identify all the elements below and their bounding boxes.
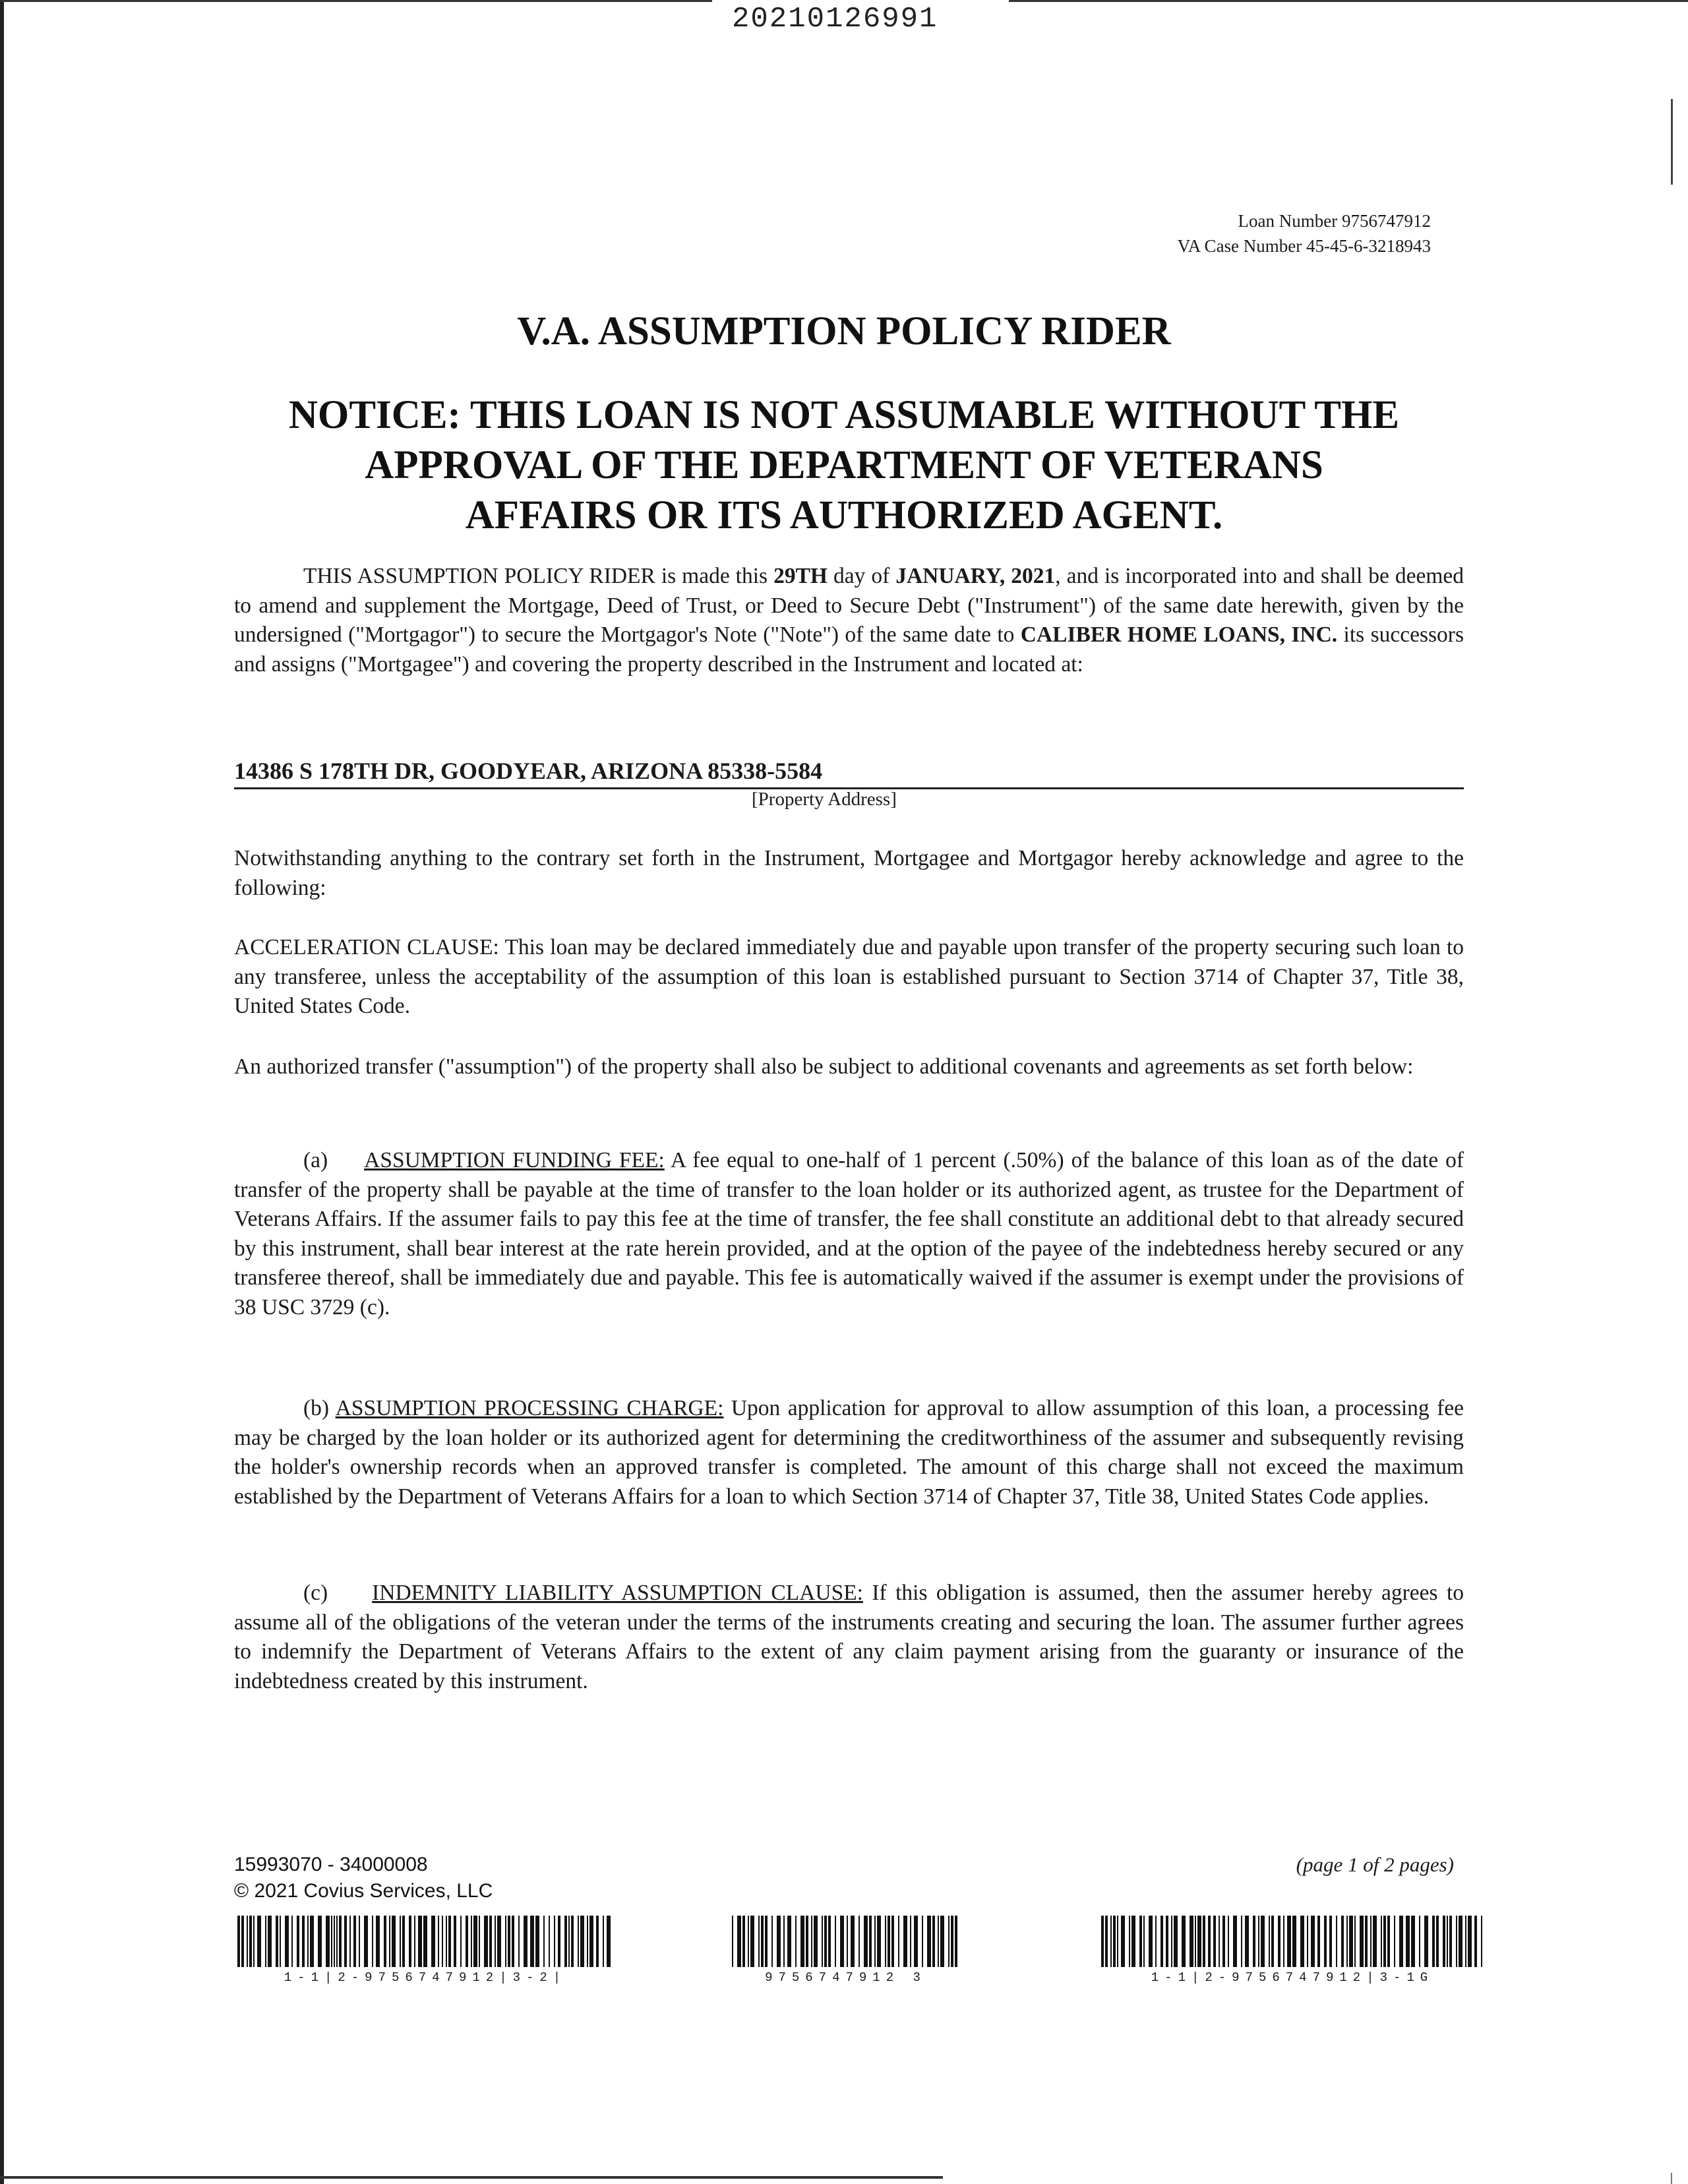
barcode-bar <box>795 1916 797 1967</box>
barcode-bar <box>359 1916 360 1967</box>
clause-c-text: If this obligation is assumed, then the assumer hereby agrees to assume all of the obligations of the veteran under the terms of the instruments creating and securing the loan. The assumer further agrees to indemnify the Department of Veterans Affairs to the extent of any claim payment arising from the guaranty or insurance of the indebtedness created by this instrument. <box>234 1581 1464 1693</box>
barcode-bar <box>1213 1916 1216 1967</box>
barcode-bar <box>596 1916 599 1967</box>
barcode-bar <box>1208 1916 1211 1967</box>
barcode-bar <box>864 1916 868 1967</box>
barcode-bar <box>431 1916 435 1967</box>
barcode-bar <box>518 1916 520 1967</box>
barcode-bar <box>1317 1916 1320 1967</box>
barcode-bar <box>1139 1916 1142 1967</box>
barcode-bar <box>587 1916 588 1967</box>
loan-info <box>1178 208 1431 258</box>
barcode-bar <box>1101 1916 1104 1967</box>
barcode-bar <box>326 1916 330 1967</box>
barcode-bar <box>1354 1916 1356 1967</box>
barcode-bar <box>927 1916 931 1967</box>
barcode-bar <box>530 1916 534 1967</box>
barcode-bar <box>932 1916 935 1967</box>
barcode-bar <box>765 1916 768 1967</box>
barcode-bar <box>1436 1916 1439 1967</box>
form-identifier <box>234 1852 493 1904</box>
barcode-bar <box>903 1916 907 1967</box>
barcode-bar <box>1411 1916 1415 1967</box>
barcode-bar <box>1219 1916 1220 1967</box>
barcode-bar <box>484 1916 488 1967</box>
barcode-bar <box>512 1916 514 1967</box>
document-title: V.A. ASSUMPTION POLICY RIDER <box>517 309 1171 353</box>
barcode-bar <box>940 1916 944 1967</box>
barcode-bar <box>859 1916 860 1967</box>
barcode-bar <box>910 1916 911 1967</box>
barcode-bar <box>1419 1916 1420 1967</box>
barcode-bar <box>1365 1916 1368 1967</box>
barcode-2-bars <box>732 1916 959 1967</box>
barcode-bar <box>339 1916 342 1967</box>
barcode-bar <box>384 1916 386 1967</box>
barcode-bar <box>1253 1916 1255 1967</box>
barcode-bar <box>851 1916 855 1967</box>
barcode-bar <box>783 1916 785 1967</box>
top-rule-left <box>0 0 712 2</box>
barcode-bar <box>603 1916 604 1967</box>
clause-a-marker: (a) <box>303 1148 328 1172</box>
barcode-bar <box>1174 1916 1178 1967</box>
barcode-bar <box>1394 1916 1395 1967</box>
barcode-bar <box>1171 1916 1172 1967</box>
barcode-bar <box>1129 1916 1130 1967</box>
barcode-bar <box>1292 1916 1296 1967</box>
notice-heading <box>132 390 1556 541</box>
intro-part-4: its successors and assigns ("Mortgagee") and covering the property described in the Instrument and located at: <box>234 622 1464 677</box>
barcode-bar <box>423 1916 427 1967</box>
barcode-bar <box>257 1916 261 1967</box>
barcode-bar <box>268 1916 272 1967</box>
barcode-bar <box>442 1916 443 1967</box>
barcode-bar <box>1447 1916 1448 1967</box>
barcode-bar <box>466 1916 468 1967</box>
barcode-bar <box>607 1916 611 1967</box>
barcode-bar <box>1443 1916 1445 1967</box>
barcode-bar <box>334 1916 335 1967</box>
barcode-bar <box>1117 1916 1118 1967</box>
clause-b-heading: ASSUMPTION PROCESSING CHARGE: <box>335 1396 724 1420</box>
barcode-bar <box>891 1916 894 1967</box>
barcode-bar <box>524 1916 528 1967</box>
barcode-bar <box>1381 1916 1382 1967</box>
barcode-bar <box>1329 1916 1332 1967</box>
barcode-bar <box>265 1916 266 1967</box>
scan-edge-left <box>0 0 4 2184</box>
clause-c-heading: INDEMNITY LIABILITY ASSUMPTION CLAUSE: <box>372 1581 863 1605</box>
clause-c <box>234 1579 1464 1696</box>
barcode-bar <box>253 1916 255 1967</box>
barcode-bar <box>505 1916 506 1967</box>
barcode-bar <box>822 1916 823 1967</box>
barcode-3-text: 1-1|2-9756747912|3-1G <box>1151 1970 1434 1985</box>
barcode-bar <box>869 1916 872 1967</box>
barcode-bar <box>938 1916 939 1967</box>
barcode-bar <box>750 1916 754 1967</box>
recording-number: 20210126991 <box>732 3 938 36</box>
barcode-bar <box>1456 1916 1457 1967</box>
barcode-bar <box>302 1916 305 1967</box>
barcode-bar <box>1465 1916 1466 1967</box>
barcode-bar <box>402 1916 405 1967</box>
clause-a-text: A fee equal to one-half of 1 percent (.50%) of the balance of this loan as of the date of transfer of the property shall be payable at the time of transfer to the loan holder or its authorized agent, as trustee for the Department of Veterans Affairs. If the assumer fails to pay this fee at the time of transfer, the fee shall constitute an additional debt to that already secured by this instrument, shall bear interest at the rate herein provided, and at the option of the payee of the indebtedness hereby secured or any transferee thereof, shall be immediately due and payable. This fee is automatically waived if the assumer is exempt under the provisions of 38 USC 3729 (c). <box>234 1148 1464 1320</box>
barcode-bar <box>1383 1916 1386 1967</box>
barcode-bar <box>1370 1916 1372 1967</box>
barcode-bar <box>571 1916 574 1967</box>
barcode-bar <box>1261 1916 1265 1967</box>
barcode-bar <box>344 1916 347 1967</box>
barcode-bar <box>495 1916 496 1967</box>
clause-b-marker: (b) <box>303 1396 330 1420</box>
property-address-label: [Property Address] <box>752 789 897 810</box>
barcode-bar <box>1203 1916 1205 1967</box>
clause-a <box>234 1146 1464 1322</box>
notice-line-1: NOTICE: THIS LOAN IS NOT ASSUMABLE WITHOUT THE <box>288 393 1400 437</box>
barcode-bar <box>1468 1916 1472 1967</box>
barcode-bar <box>922 1916 923 1967</box>
barcode-bar <box>247 1916 248 1967</box>
barcode-bar <box>249 1916 252 1967</box>
authorized-transfer-paragraph: An authorized transfer ("assumption") of the property shall also be subject to additional covenants and agreements as set forth below: <box>234 1054 1414 1079</box>
barcode-bar <box>1197 1916 1201 1967</box>
barcode-bar <box>280 1916 281 1967</box>
barcode-bar <box>409 1916 411 1967</box>
barcode-bar <box>737 1916 741 1967</box>
barcode-bar <box>318 1916 322 1967</box>
clause-c-marker: (c) <box>303 1581 328 1605</box>
barcode-bar <box>824 1916 827 1967</box>
barcode-bar <box>336 1916 338 1967</box>
barcode-bar <box>497 1916 501 1967</box>
intro-month-year: JANUARY, 2021 <box>895 564 1056 588</box>
barcode-bar <box>1241 1916 1242 1967</box>
barcode-bar <box>1481 1916 1482 1967</box>
barcode-bar <box>828 1916 831 1967</box>
barcode-bar <box>761 1916 764 1967</box>
barcode-bar <box>276 1916 278 1967</box>
barcode-bar <box>1160 1916 1163 1967</box>
intro-part-1: THIS ASSUMPTION POLICY RIDER is made this <box>303 564 774 588</box>
page-indicator: (page 1 of 2 pages) <box>1296 1853 1454 1876</box>
barcode-bar <box>1228 1916 1229 1967</box>
barcode-bar <box>1245 1916 1249 1967</box>
barcode-3 <box>1101 1916 1484 1967</box>
barcode-bar <box>454 1916 456 1967</box>
barcode-bar <box>448 1916 451 1967</box>
barcode-bar <box>1258 1916 1259 1967</box>
notice-line-3: AFFAIRS OR ITS AUTHORIZED AGENT. <box>465 493 1223 537</box>
barcode-bar <box>732 1916 733 1967</box>
barcode-bar <box>1432 1916 1435 1967</box>
barcode-bar <box>1105 1916 1108 1967</box>
barcode-bar <box>1424 1916 1428 1967</box>
barcode-bar <box>549 1916 550 1967</box>
barcode-bar <box>389 1916 390 1967</box>
barcode-1-bars <box>237 1916 613 1967</box>
barcode-bar <box>1406 1916 1410 1967</box>
barcode-bar <box>806 1916 808 1967</box>
barcode-bar <box>742 1916 745 1967</box>
barcode-2-text: 9756747912 3 <box>765 1970 926 1985</box>
barcode-bar <box>1113 1916 1116 1967</box>
barcode-bar <box>446 1916 447 1967</box>
barcode-3-bars <box>1101 1916 1484 1967</box>
barcode-bar <box>291 1916 293 1967</box>
barcode-bar <box>473 1916 477 1967</box>
barcode-bar <box>840 1916 844 1967</box>
barcode-bar <box>811 1916 812 1967</box>
barcode-bar <box>885 1916 886 1967</box>
barcode-bar <box>353 1916 356 1967</box>
barcode-1 <box>237 1916 613 1967</box>
barcode-bar <box>1278 1916 1281 1967</box>
scan-edge-right <box>1671 99 1673 185</box>
barcode-bar <box>285 1916 289 1967</box>
intro-lender: CALIBER HOME LOANS, INC. <box>1020 622 1338 647</box>
barcode-bar <box>1195 1916 1196 1967</box>
clause-b <box>234 1394 1464 1511</box>
va-case-number: VA Case Number 45-45-6-3218943 <box>1177 236 1431 256</box>
barcode-bar <box>418 1916 422 1967</box>
barcode-bar <box>1449 1916 1452 1967</box>
clause-a-heading: ASSUMPTION FUNDING FEE: <box>364 1148 665 1172</box>
barcode-bar <box>349 1916 351 1967</box>
barcode-bar <box>1300 1916 1304 1967</box>
barcode-bar <box>1474 1916 1477 1967</box>
barcode-bar <box>1121 1916 1125 1967</box>
barcode-bar <box>1233 1916 1237 1967</box>
barcode-bar <box>508 1916 510 1967</box>
barcode-bar <box>1110 1916 1112 1967</box>
top-rule-right <box>1009 0 1688 2</box>
barcode-bar <box>1182 1916 1186 1967</box>
intro-day: 29TH <box>773 564 828 588</box>
barcode-bar <box>479 1916 480 1967</box>
barcode-bar <box>1311 1916 1315 1967</box>
barcode-bar <box>1190 1916 1193 1967</box>
barcode-bar <box>814 1916 818 1967</box>
barcode-bar <box>1324 1916 1327 1967</box>
property-address: 14386 S 178TH DR, GOODYEAR, ARIZONA 85338-5584 <box>234 757 1464 789</box>
barcode-bar <box>535 1916 539 1967</box>
barcode-bar <box>438 1916 439 1967</box>
barcode-bar <box>376 1916 380 1967</box>
barcode-bar <box>1307 1916 1308 1967</box>
barcode-bar <box>948 1916 950 1967</box>
barcode-bar <box>554 1916 555 1967</box>
notwithstanding-paragraph: Notwithstanding anything to the contrary set forth in the Instrument, Mortgagee and Mortgagor hereby acknowledge and agree to the following: <box>234 846 1464 900</box>
clause-b-text: Upon application for approval to allow assumption of this loan, a processing fee may be charged by the loan holder or its authorized agent for determining the creditworthiness of the assumer and subsequently revising the holder's ownership records when an approved transfer is completed. The amount of this charge shall not exceed the maximum established by the Department of Veterans Affairs for a loan to which Section 3714 of Chapter 37, Title 38, United States Code applies. <box>234 1396 1464 1509</box>
barcode-bar <box>1166 1916 1168 1967</box>
barcode-bar <box>589 1916 593 1967</box>
barcode-bar <box>543 1916 545 1967</box>
barcode-bar <box>310 1916 314 1967</box>
barcode-bar <box>771 1916 773 1967</box>
barcode-bar <box>1373 1916 1377 1967</box>
barcode-bar <box>1387 1916 1390 1967</box>
barcode-bar <box>888 1916 890 1967</box>
barcode-bar <box>1336 1916 1337 1967</box>
barcode-2 <box>732 1916 959 1967</box>
intro-part-2: day of <box>827 564 896 588</box>
barcode-bar <box>1155 1916 1157 1967</box>
intro-paragraph <box>234 562 1464 679</box>
barcode-bar <box>364 1916 368 1967</box>
barcode-bar <box>564 1916 567 1967</box>
barcode-bar <box>1149 1916 1153 1967</box>
barcode-bar <box>1346 1916 1348 1967</box>
barcode-bar <box>1269 1916 1270 1967</box>
scan-edge-bottom <box>0 2176 943 2179</box>
barcode-bar <box>898 1916 899 1967</box>
barcode-1-text: 1-1|2-9756747912|3-2| <box>284 1970 567 1985</box>
barcode-bar <box>748 1916 749 1967</box>
form-number: 15993070 - 34000008 <box>234 1854 428 1875</box>
barcode-bar <box>297 1916 299 1967</box>
barcode-bar <box>1349 1916 1353 1967</box>
barcode-bar <box>372 1916 373 1967</box>
intro-part-3: , and is incorporated into and shall be deemed to amend and supplement the Mortgage, Deed of Trust, or Deed to Secure Debt ("Instrument") of the same date herewith, given by the undersigned ("Mortgagor") to secure the Mortgagor's Note ("Note") of the same date to <box>234 564 1464 647</box>
barcode-bar <box>1399 1916 1403 1967</box>
barcode-bar <box>489 1916 492 1967</box>
barcode-bar <box>558 1916 560 1967</box>
barcode-bar <box>241 1916 244 1967</box>
barcode-bar <box>568 1916 570 1967</box>
barcode-bar <box>578 1916 579 1967</box>
barcode-bar <box>955 1916 957 1967</box>
barcode-bar <box>580 1916 584 1967</box>
barcode-bar <box>1143 1916 1145 1967</box>
barcode-bar <box>835 1916 836 1967</box>
barcode-bar <box>800 1916 804 1967</box>
barcode-bar <box>331 1916 332 1967</box>
barcode-bar <box>392 1916 396 1967</box>
barcode-bar <box>1283 1916 1284 1967</box>
barcode-bar <box>237 1916 240 1967</box>
barcode-bar <box>758 1916 760 1967</box>
barcode-bar <box>471 1916 472 1967</box>
barcode-bar <box>1271 1916 1274 1967</box>
barcode-bar <box>1131 1916 1135 1967</box>
barcode-bar <box>414 1916 415 1967</box>
notice-line-2: APPROVAL OF THE DEPARTMENT OF VETERANS <box>365 443 1323 487</box>
barcode-bar <box>1459 1916 1462 1967</box>
barcode-bar <box>847 1916 848 1967</box>
loan-number: Loan Number 9756747912 <box>1238 211 1431 231</box>
barcode-bar <box>877 1916 881 1967</box>
barcode-bar <box>460 1916 462 1967</box>
scan-edge-right-faint <box>1671 2173 1672 2184</box>
barcode-bar <box>1222 1916 1225 1967</box>
barcode-bar <box>787 1916 791 1967</box>
copyright: © 2021 Covius Services, LLC <box>234 1880 493 1902</box>
barcode-bar <box>400 1916 401 1967</box>
barcode-bar <box>874 1916 876 1967</box>
barcode-bar <box>777 1916 781 1967</box>
barcode-bar <box>914 1916 918 1967</box>
barcode-bar <box>1287 1916 1291 1967</box>
acceleration-clause: ACCELERATION CLAUSE: This loan may be declared immediately due and payable upon transfer of the property securing such loan to any transferee, unless the acceptability of the assumption of this loan is established pursuant to Section 3714 of Chapter 37, Title 38, United States Code. <box>234 935 1464 1018</box>
barcode-bar <box>1341 1916 1344 1967</box>
barcode-bar <box>307 1916 309 1967</box>
barcode-bar <box>951 1916 953 1967</box>
barcode-bar <box>1360 1916 1364 1967</box>
